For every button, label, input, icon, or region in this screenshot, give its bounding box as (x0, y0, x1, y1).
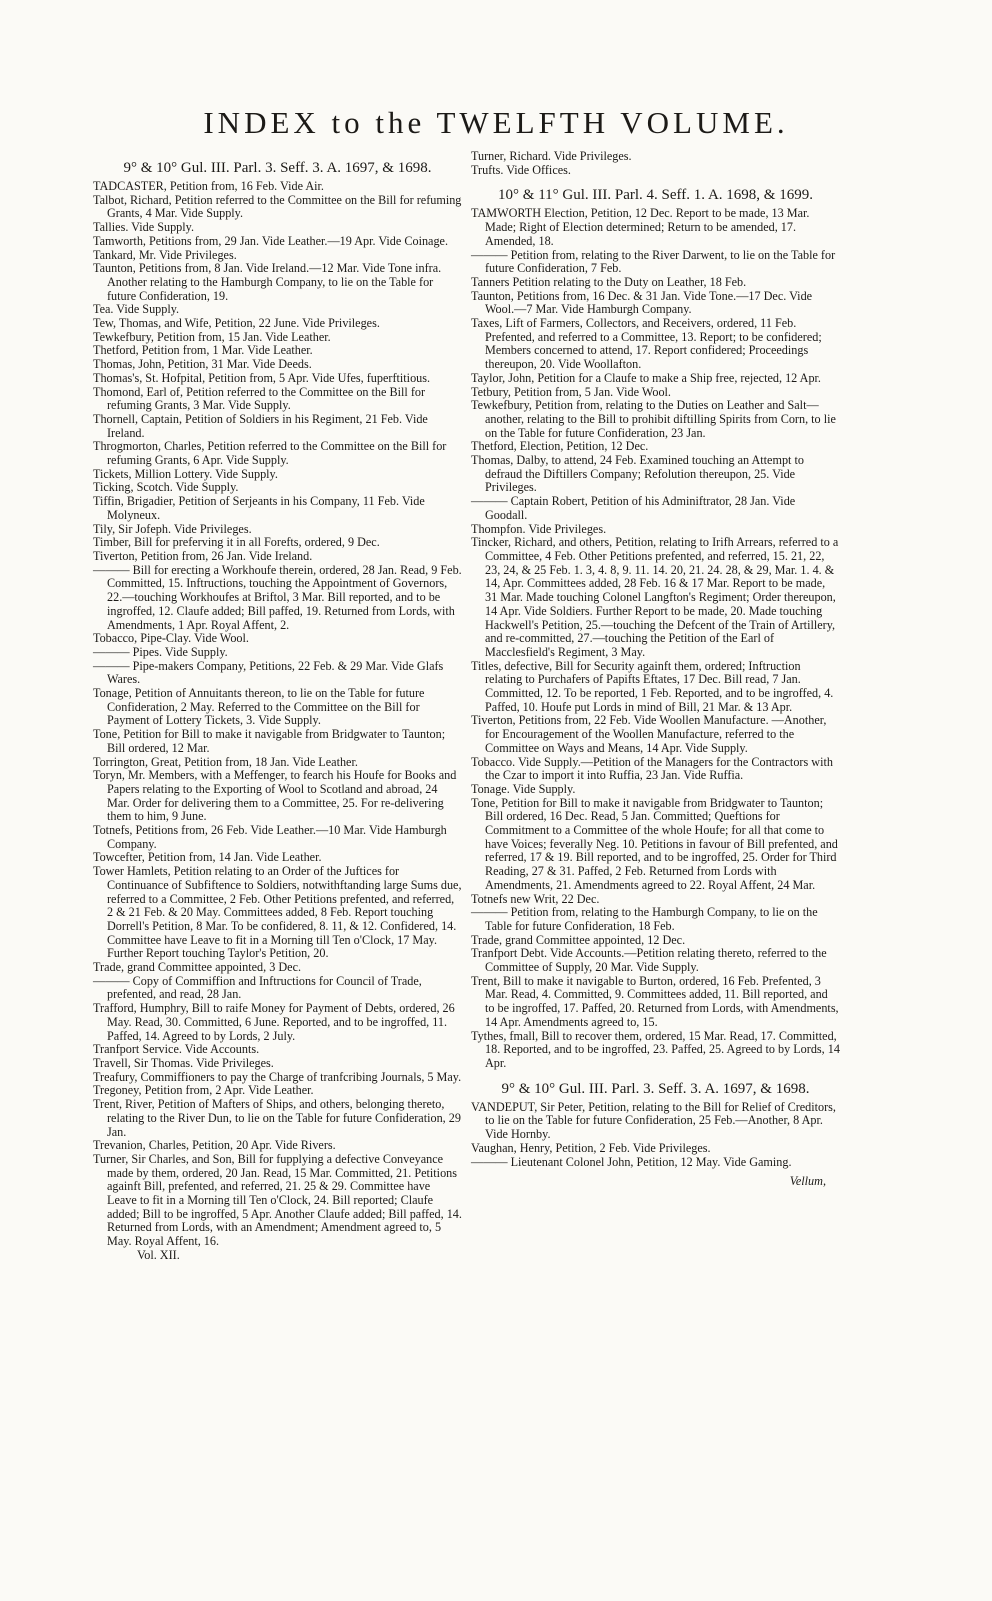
index-entry: ——— Petition from, relating to the River Darwent, to lie on the Table for future Confideration, 7 Feb. (471, 247, 836, 276)
index-entry: Turner, Richard. Vide Privileges. (471, 149, 632, 163)
index-entry: ——— Pipe-makers Company, Petitions, 22 Feb. & 29 Mar. Vide Glafs Wares. (93, 658, 444, 687)
index-entry: VANDEPUT, Sir Peter, Petition, relating to the Bill for Relief of Creditors, to lie on the Table for future Confideration, 25 Feb.—Another, 8 Apr. Vide Hornby. (471, 1099, 836, 1142)
index-entry: Tetbury, Petition from, 5 Jan. Vide Wool. (471, 384, 671, 399)
index-entry: Trent, Bill to make it navigable to Burton, ordered, 16 Feb. Prefented, 3 Mar. Read, 4. Committed, 9. Committees added, 11. Bill reported, and to be ingroffed, 17. Paffed, 20. Returned from Lords, with Amendments, 14 Apr. Amendments agreed to, 15. (471, 973, 839, 1029)
index-entry: ——— Pipes. Vide Supply. (93, 644, 228, 659)
index-entry: Vaughan, Henry, Petition, 2 Feb. Vide Privileges. (471, 1140, 711, 1155)
volume-footer: Vol. XII. (137, 1247, 180, 1262)
index-entry: Taunton, Petitions from, 8 Jan. Vide Ireland.—12 Mar. Vide Tone infra. Another relating to the Hamburgh Company, to lie on the Table for future Confideration, 19. (93, 261, 442, 303)
index-entry: Trent, River, Petition of Mafters of Ships, and others, belonging thereto, relating to the River Dun, to lie on the Table for future Confideration, 29 Jan. (93, 1097, 461, 1139)
index-entry: Tankard, Mr. Vide Privileges. (93, 247, 237, 262)
index-entry: Thompfon. Vide Privileges. (471, 521, 607, 536)
catchword: Vellum, (789, 1174, 826, 1189)
index-entry: TAMWORTH Election, Petition, 12 Dec. Report to be made, 13 Mar. Made; Right of Election determined; Return to be amended, 17. Amended, 18. (471, 206, 810, 248)
index-entry: Tobacco. Vide Supply.—Petition of the Managers for the Contractors with the Czar to import it into Ruffia, 23 Jan. Vide Ruffia. (471, 754, 833, 783)
index-entry: Tone, Petition for Bill to make it navigable from Bridgwater to Taunton; Bill ordered, 16 Dec. Read, 5 Jan. Committed; Queftions for Commitment to a Committee of the whole Houfe; for all that come to have Voices; feverally Neg. 10. Petitions in favour of Bill prefented, and referred, 17 & 19. Bill reported, and to be ingroffed, 25. Order for Third Reading, 27 & 31. Paffed, 2 Feb. Returned from Lords with Amendments, 21. Amendments agreed to 22. Royal Affent, 24 Mar. (471, 795, 838, 892)
index-entry: Tregoney, Petition from, 2 Apr. Vide Leather. (93, 1083, 314, 1098)
index-entry: Tewkefbury, Petition from, relating to the Duties on Leather and Salt—another, relating to the Bill to prohibit diftilling Spirits from Corn, to lie on the Table for future Confideration, 23 Jan. (471, 398, 836, 440)
index-entry: Trade, grand Committee appointed, 12 Dec. (471, 932, 686, 947)
index-entry: ——— Captain Robert, Petition of his Adminiftrator, 28 Jan. Vide Goodall. (471, 494, 796, 522)
session-heading-3: 9° & 10° Gul. III. Parl. 3. Seff. 3. A. 1697, & 1698. (501, 1080, 810, 1097)
index-entry: Thetford, Election, Petition, 12 Dec. (471, 439, 649, 454)
index-entry: TADCASTER, Petition from, 16 Feb. Vide Air. (93, 179, 324, 193)
index-entry: Tranfport Service. Vide Accounts. (93, 1042, 260, 1057)
index-entry: Tiverton, Petition from, 26 Jan. Vide Ireland. (93, 548, 313, 563)
index-entry: Tythes, fmall, Bill to recover them, ordered, 15 Mar. Read, 17. Committed, 18. Reported, and to be ingroffed, 23. Paffed, 25. Agreed to by Lords, 14 Apr. (471, 1028, 840, 1070)
index-entry: ——— Copy of Commiffion and Inftructions for Council of Trade, prefented, and read, 28 Jan. (93, 973, 422, 1002)
index-entry: Thornell, Captain, Petition of Soldiers in his Regiment, 21 Feb. Vide Ireland. (93, 411, 428, 440)
index-entry: Trevanion, Charles, Petition, 20 Apr. Vide Rivers. (93, 1138, 336, 1153)
index-entry: Towcefter, Petition from, 14 Jan. Vide Leather. (93, 850, 322, 865)
index-entry: Treafury, Commiffioners to pay the Charge of tranfcribing Journals, 5 May. (93, 1069, 462, 1084)
index-entry: Tew, Thomas, and Wife, Petition, 22 June. Vide Privileges. (93, 316, 380, 331)
index-entry: Throgmorton, Charles, Petition referred to the Committee on the Bill for refuming Grants, 6 Apr. Vide Supply. (93, 439, 447, 468)
index-entry: Tewkefbury, Petition from, 15 Jan. Vide Leather. (93, 329, 331, 344)
right-column (471, 150, 840, 1189)
session-heading: 9° & 10° Gul. III. Parl. 3. Seff. 3. A. 1697, & 1698. (123, 160, 432, 176)
index-entry: Thomas, John, Petition, 31 Mar. Vide Deeds. (93, 357, 312, 372)
index-entry: Taunton, Petitions from, 16 Dec. & 31 Jan. Vide Tone.—17 Dec. Vide Wool.—7 Mar. Vide Hamburgh Company. (471, 288, 813, 317)
index-entry: Totnefs, Petitions from, 26 Feb. Vide Leather.—10 Mar. Vide Hamburgh Company. (93, 823, 447, 851)
index-entry: Tone, Petition for Bill to make it navigable from Bridgwater to Taunton; Bill ordered, 12 Mar. (93, 727, 446, 755)
index-entry: Timber, Bill for preferving it in all Forefts, ordered, 9 Dec. (93, 535, 380, 550)
index-entry: Taylor, John, Petition for a Claufe to make a Ship free, rejected, 12 Apr. (471, 370, 821, 385)
index-entry: Tonage, Petition of Annuitants thereon, to lie on the Table for future Confideration, 2 May. Referred to the Committee on the Bill for Payment of Lottery Tickets, 3. Vide Supply. (93, 686, 425, 728)
index-entry: Titles, defective, Bill for Security againft them, ordered; Inftruction relating to Purchafers of Papifts Eftates, 17 Dec. Bill read, 7 Jan. Committed, 12. To be reported, 1 Feb. Reported, and to be ingroffed, 4. Paffed, 10. Houfe put Lords in mind of Bill, 21 Mar. & 13 Apr. (471, 658, 834, 714)
index-entry: Tincker, Richard, and others, Petition, relating to Irifh Arrears, referred to a Committee, 4 Feb. Other Petitions prefented, and referred, 15. 21, 22, 23, 24, & 25 Feb. 1. 3, 4. 8, 9. 11. 14. 20, 21. 24. 28, & 29, Mar. 1. 4. & 14, Apr. Committees added, 28 Feb. 16 & 17 Mar. Report to be made, 31 Mar. Made touching Colonel Langfton's Regiment; Order thereupon, 14 Apr. Vide Soldiers. Further Report to be made, 20. Made touching Hackwell's Petition, 25.—touching the Defcent of the Train of Artillery, and re-committed, 27.—touching the Petition of the Earl of Macclesfield's Regiment, 3 May. (471, 535, 839, 659)
index-entry: ——— Bill for erecting a Workhoufe therein, ordered, 28 Jan. Read, 9 Feb. Committed, 15. Inftructions, touching the Appointment of Governors, 22.—touching Workhoufes at Briftol, 3 Mar. Bill reported, and to be ingroffed, 12. Claufe added; Bill paffed, 19. Returned from Lords, with Amendments, 1 Apr. Royal Affent, 2. (93, 562, 462, 632)
right-top-entry-list (471, 150, 840, 177)
index-entry: ——— Petition from, relating to the Hamburgh Company, to lie on the Table for future Confideration, 18 Feb. (471, 905, 818, 933)
index-entry: Turner, Sir Charles, and Son, Bill for fupplying a defective Conveyance made by them, ordered, 20 Jan. Read, 15 Mar. Committed, 21. Petitions againft Bill, prefented, and referred, 21. 25 & 29. Committee have Leave to fit in a Morning till Ten o'Clock, 24. Bill reported; Claufe added; Bill to be ingroffed, 5 Apr. Another Claufe added; Bill paffed, 14. Returned from Lords, with an Amendment; Amendment agreed to, 5 May. Royal Affent, 16. (93, 1151, 462, 1249)
index-entry: Tiverton, Petitions from, 22 Feb. Vide Woollen Manufacture. —Another, for Encouragement of the Woollen Manufacture, referred to the Committee on Ways and Means, 14 Apr. Vide Supply. (471, 713, 827, 755)
index-entry: Tily, Sir Jofeph. Vide Privileges. (93, 521, 252, 536)
index-entry: Totnefs new Writ, 22 Dec. (471, 891, 600, 906)
index-entry: Tobacco, Pipe-Clay. Vide Wool. (93, 631, 249, 646)
index-entry: Travell, Sir Thomas. Vide Privileges. (93, 1056, 274, 1070)
index-entry: Trafford, Humphry, Bill to raife Money for Payment of Debts, ordered, 26 May. Read, 30. Committed, 6 June. Reported, and to be ingroffed, 11. Paffed, 14. Agreed to by Lords, 2 July. (93, 1001, 455, 1043)
index-entry: Trade, grand Committee appointed, 3 Dec. (93, 960, 302, 975)
index-entry: Thomas's, St. Hofpital, Petition from, 5 Apr. Vide Ufes, fuperftitious. (93, 370, 431, 385)
index-entry: Tiffin, Brigadier, Petition of Serjeants in his Company, 11 Feb. Vide Molyneux. (93, 494, 425, 522)
index-entry: Tea. Vide Supply. (93, 302, 180, 317)
left-entry-list (93, 180, 462, 1249)
index-entry: Thomas, Dalby, to attend, 24 Feb. Examined touching an Attempt to defraud the Diftillers Company; Refolution thereupon, 25. Vide Privileges. (471, 453, 804, 495)
index-entry: ——— Lieutenant Colonel John, Petition, 12 May. Vide Gaming. (471, 1154, 792, 1169)
session-heading-2: 10° & 11° Gul. III. Parl. 4. Seff. 1. A. 1698, & 1699. (498, 187, 813, 204)
index-entry: Tickets, Million Lottery. Vide Supply. (93, 466, 278, 481)
index-entry: Taxes, Lift of Farmers, Collectors, and Receivers, ordered, 11 Feb. Prefented, and referred to a Committee, 13. Report; to be confidered; Members concerned to attend, 17. Report confidered; Proceedings thereupon, 20. Vide Woollafton. (471, 316, 822, 372)
index-entry: Tallies. Vide Supply. (93, 220, 194, 235)
right-entry-list-1 (471, 207, 840, 1070)
index-entry: Tanners Petition relating to the Duty on Leather, 18 Feb. (471, 274, 747, 289)
index-entry: Tower Hamlets, Petition relating to an Order of the Juftices for Continuance of Subfiftence to Soldiers, notwithftanding large Sums due, referred to a Committee, 2 Feb. Other Petitions prefented, and referred, 2 & 21 Feb. & 20 May. Committees added, 8 Feb. Report touching Dorrell's Petition, 8 Mar. To be confidered, 8. 11, & 12. Confidered, 14. Committee have Leave to fit in a Morning till Ten o'Clock, 17 May. Further Report touching Taylor's Petition, 20. (93, 864, 462, 961)
right-entry-list-2 (471, 1101, 840, 1170)
index-entry: Toryn, Mr. Members, with a Meffenger, to fearch his Houfe for Books and Papers relating to the Exporting of Wool to Scotland and abroad, 24 Mar. Order for delivering them to a Committee, 25. For re-delivering them to him, 9 June. (93, 768, 457, 824)
index-entry: Tonage. Vide Supply. (471, 781, 576, 796)
page-title: INDEX to the TWELFTH VOLUME. (203, 105, 789, 140)
index-entry: Thomond, Earl of, Petition referred to the Committee on the Bill for refuming Grants, 3 Mar. Vide Supply. (93, 384, 426, 413)
index-entry: Talbot, Richard, Petition referred to the Committee on the Bill for refuming Grants, 4 Mar. Vide Supply. (93, 192, 462, 221)
index-entry: Tranfport Debt. Vide Accounts.—Petition relating thereto, referred to the Committee of Supply, 20 Mar. Vide Supply. (471, 946, 827, 975)
index-entry: Thetford, Petition from, 1 Mar. Vide Leather. (93, 343, 313, 358)
left-column (93, 150, 462, 1263)
index-entry: Tamworth, Petitions from, 29 Jan. Vide Leather.—19 Apr. Vide Coinage. (93, 233, 449, 248)
index-entry: Trufts. Vide Offices. (471, 162, 571, 177)
index-entry: Torrington, Great, Petition from, 18 Jan. Vide Leather. (93, 754, 358, 769)
index-entry: Ticking, Scotch. Vide Supply. (93, 480, 239, 495)
